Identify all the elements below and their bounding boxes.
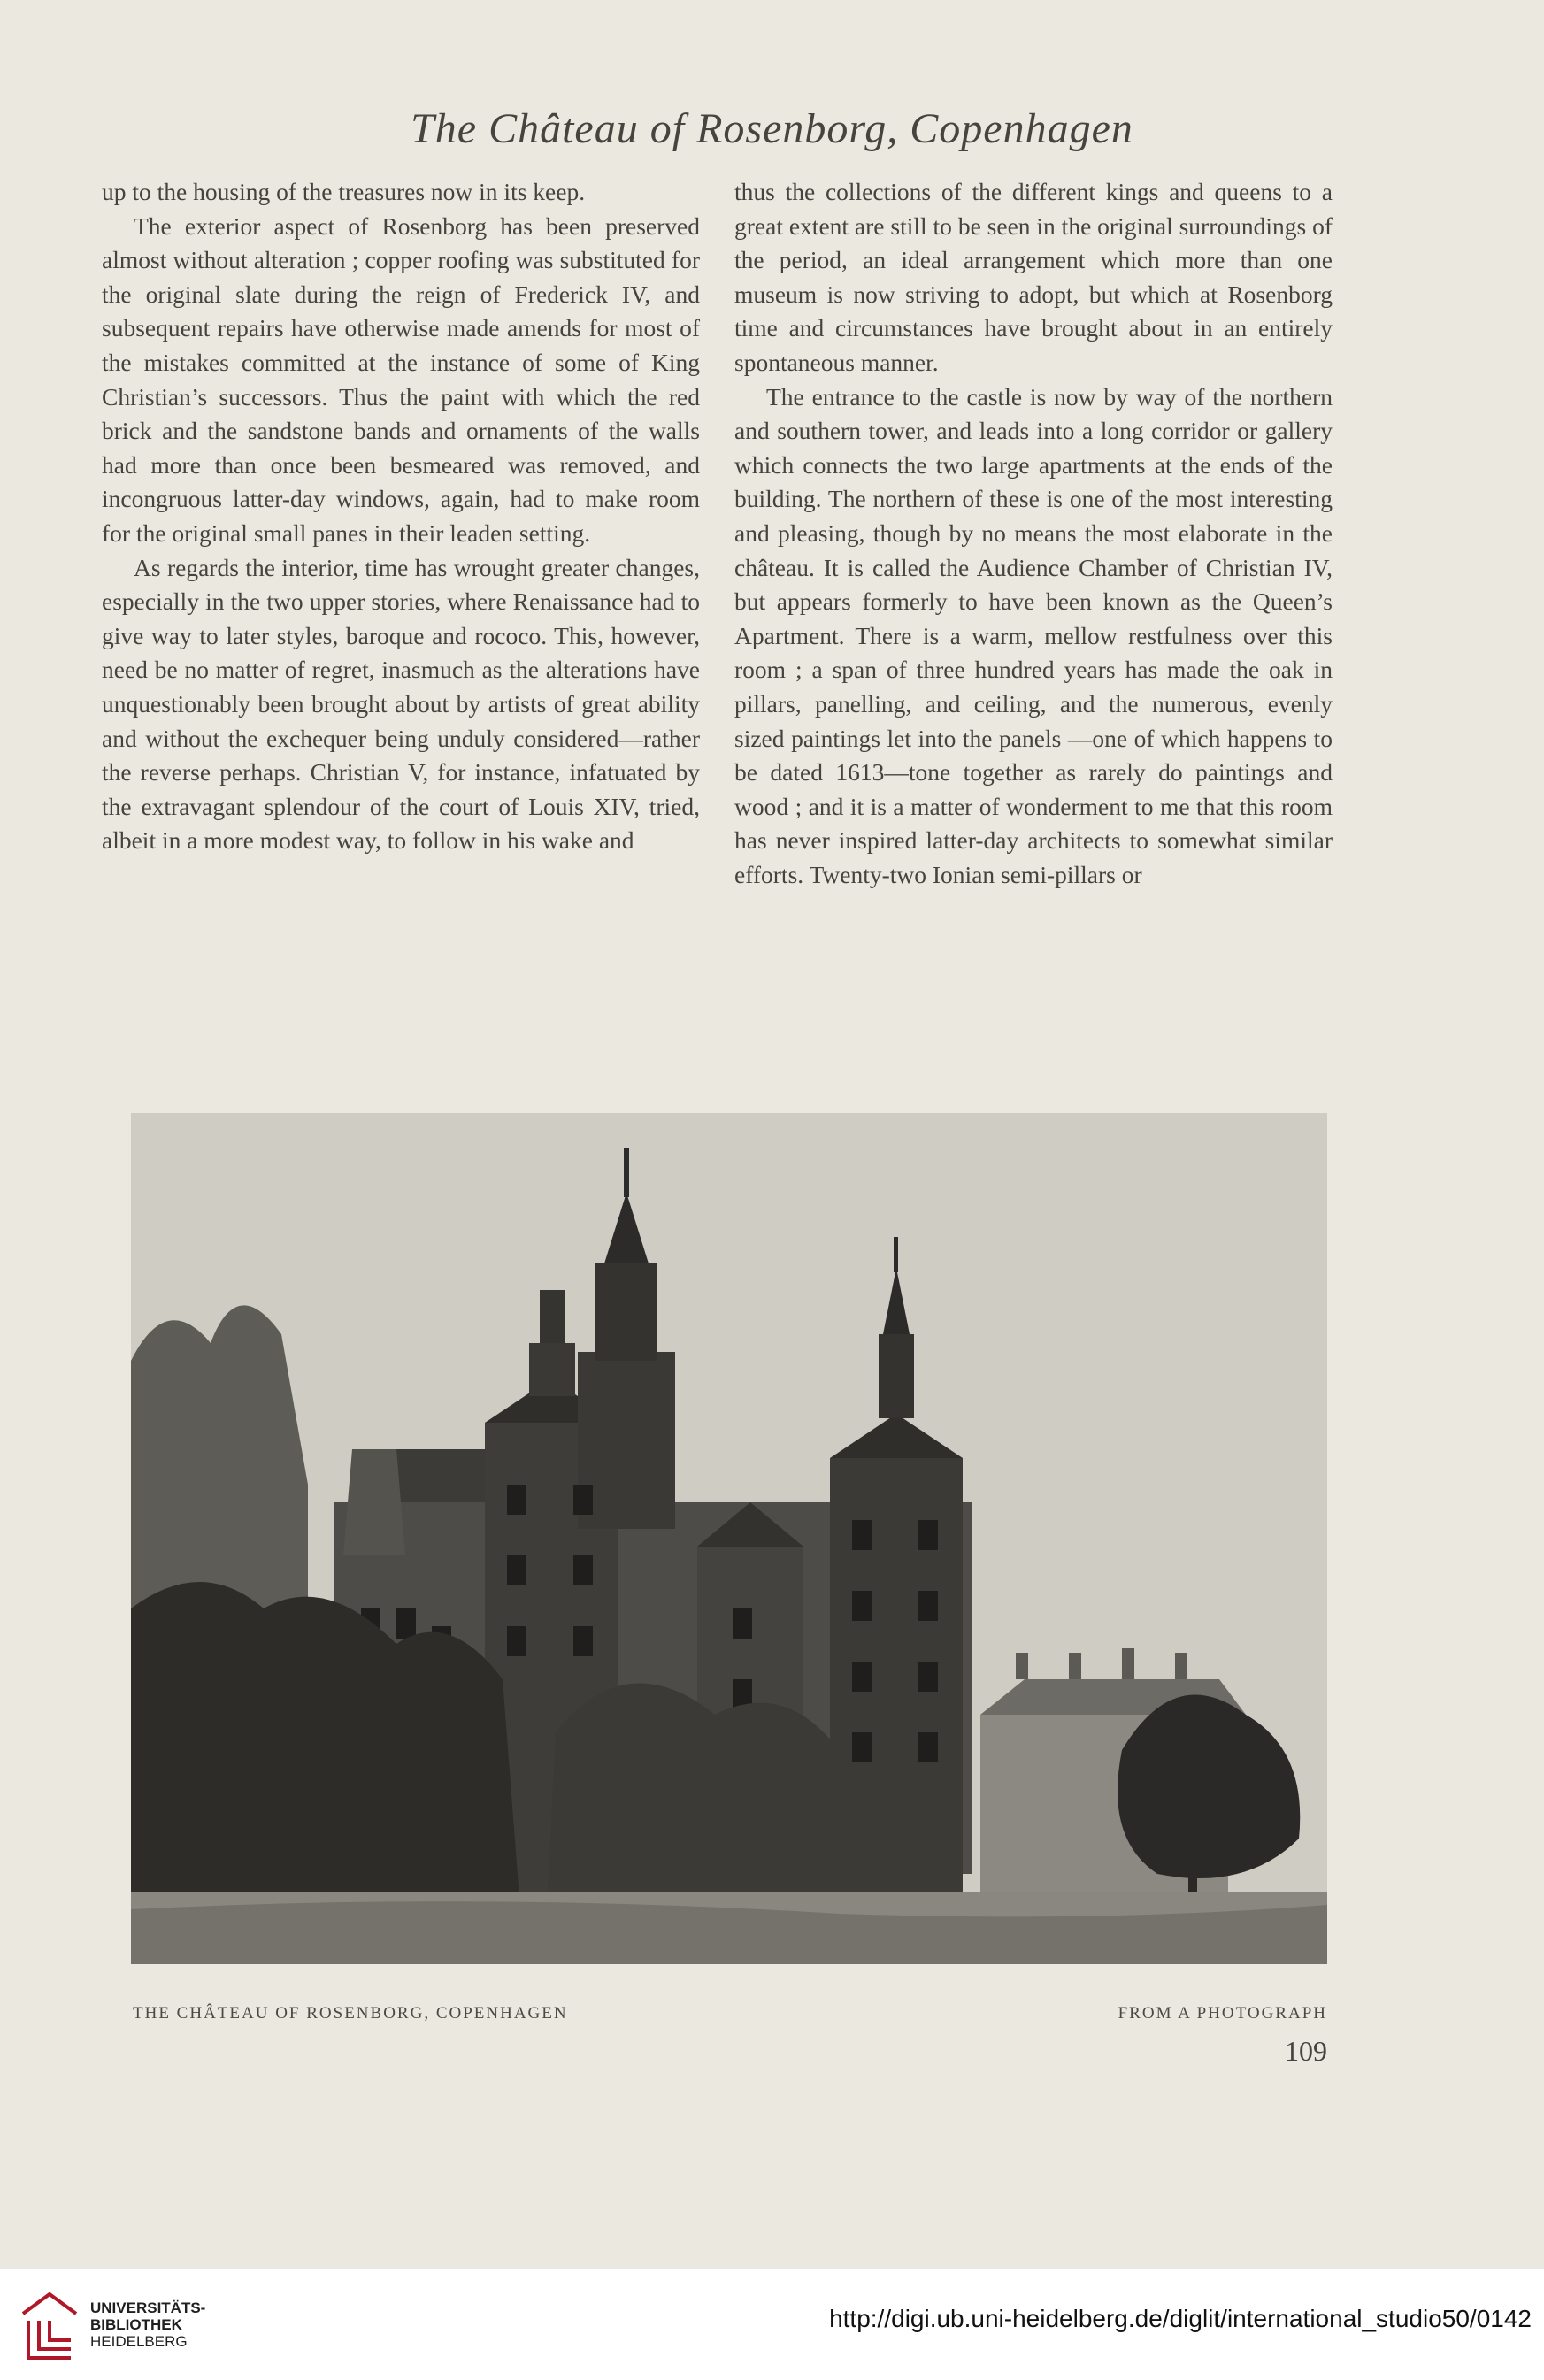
figure-credit: FROM A PHOTOGRAPH	[1118, 2004, 1327, 2023]
library-name-line: UNIVERSITÄTS-	[90, 2299, 206, 2316]
paragraph: As regards the interior, time has wrought greater changes, especially in the two upper stories, where Renaissance had to give way to later styles, baroque and rococo. This, however, need be no matter of regret, inasmuch as the alterations have unquestionably been brought about by artists of great ability and without the exchequer being unduly considered—rather the reverse perhaps. Christian V, for instance, infatuated by the extravagant splendour of the court of Louis XIV, tried, albeit in a more modest way, to follow in his wake and	[102, 553, 700, 855]
paragraph: The entrance to the castle is now by way of the northern and southern tower, and leads into a long corridor or gallery which connects the two large apartments at the ends of the building. The northern of these is one of the most interesting and pleasing, though by no means the most elaborate in the château. It is called the Audience Chamber of Christian IV, but appears formerly to have been known as the Queen’s Apartment. There is a warm, mellow restfulness over this room ; a span of three hundred years has made the oak in pillars, panelling, and ceiling, and the numerous, evenly sized paintings let into the panels —one of which happens to be dated 1613—tone together as rarely do paintings and wood ; and it is a matter of wonderment to me that this room has never inspired latter-day architects to somewhat similar efforts. Twenty-two Ionian semi-pillars or	[734, 382, 1333, 888]
library-logo-icon	[14, 2287, 85, 2365]
library-name-line: HEIDELBERG	[90, 2333, 188, 2350]
figure-caption: THE CHÂTEAU OF ROSENBORG, COPENHAGEN	[133, 2004, 568, 2023]
library-name-line: BIBLIOTHEK	[90, 2316, 182, 2333]
footer-bar	[0, 2269, 1544, 2380]
paragraph: up to the housing of the treasures now in its keep.	[102, 178, 586, 205]
left-column	[102, 175, 700, 858]
paragraph: The exterior aspect of Rosenborg has been preserved almost without alteration ; copper roofing was substituted for the original slate during the reign of Frederick IV, and subsequent repairs have otherwise made amends for most of the mistakes committed at the instance of some of King Christian’s successors. Thus the paint with which the red brick and the sandstone bands and ornaments of the walls had more than once been besmeared was removed, and incongruous latter-day windows, again, had to make room for the original small panes in their leaden setting.	[102, 211, 700, 547]
source-url-link[interactable]: http://digi.ub.uni-heidelberg.de/diglit/international_studio50/0142	[829, 2305, 1532, 2332]
library-name	[90, 2299, 205, 2350]
paragraph: thus the collections of the different kings and queens to a great extent are still to be seen in the original surroundings of the period, an ideal arrangement which more than one museum is now striving to adopt, but which at Rosenborg time and circumstances have brought about in an entirely spontaneous manner.	[734, 178, 1333, 376]
page-number: 109	[1285, 2035, 1327, 2067]
chateau-photograph	[131, 1113, 1327, 1964]
right-column	[734, 175, 1333, 892]
running-title: The Château of Rosenborg, Copenhagen	[411, 105, 1133, 152]
